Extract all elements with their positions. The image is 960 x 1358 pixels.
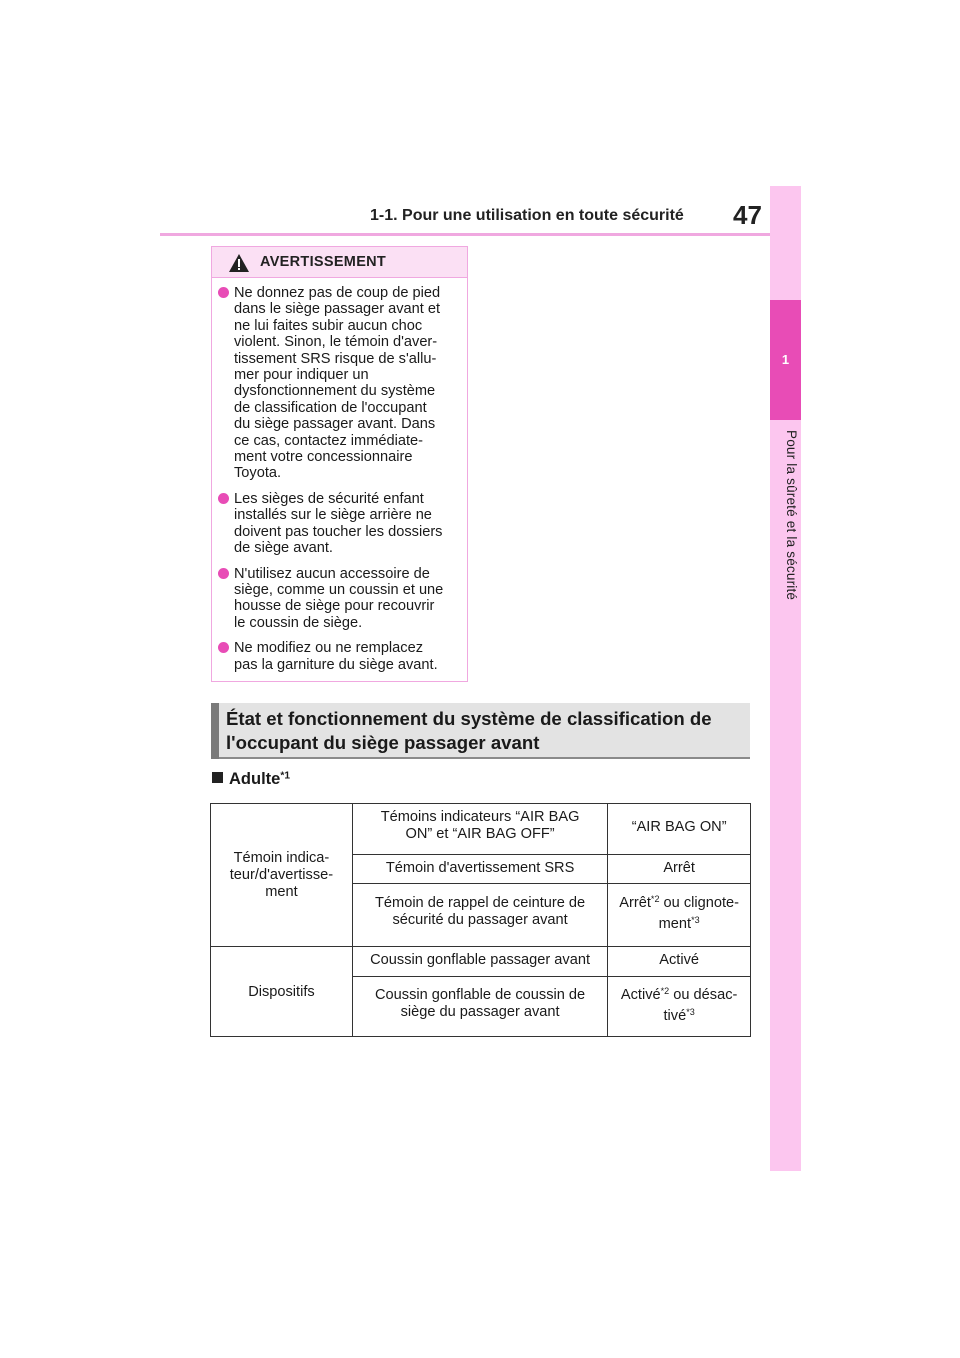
section-title: État et fonctionnement du système de classification de l'occupant du siège passager avant <box>226 708 712 753</box>
page-header-title: 1-1. Pour une utilisation en toute sécurité <box>370 207 684 224</box>
table-cell-item: Coussin gonflable passager avant <box>352 947 607 977</box>
table-cell-state: Activé$^{*2}$ ou désac- tivé$^{*3}$ <box>608 977 751 1037</box>
table-row <box>211 947 751 977</box>
page-number: 47 <box>733 200 762 230</box>
warning-box <box>211 246 468 682</box>
square-bullet-icon <box>212 772 223 783</box>
warning-item: Ne donnez pas de coup de pied dans le siège passager avant et ne lui faites subir aucun choc violent. Sinon, le témoin d'aver- tissement SRS risque de s'allu- mer pour indiquer un dysfonctionnement du système de classification de l'occupant du siège passager avant. Dans ce cas, contactez immédiate- ment votre concessionnaire Toyota. <box>218 285 461 482</box>
occupant-state-table <box>210 803 751 1037</box>
section-header <box>211 703 750 759</box>
subheading-adult: Adulte$^{*1}$ <box>212 770 290 789</box>
warning-triangle-icon <box>228 253 250 273</box>
table-cell-item: Témoin de rappel de ceinture de sécurité du passager avant <box>352 884 607 947</box>
chapter-number: 1 <box>781 352 790 367</box>
side-tab-chapter[interactable] <box>770 300 801 420</box>
chapter-label: Pour la sûreté et la sécurité <box>784 430 799 601</box>
table-cell-state: “AIR BAG ON” <box>608 804 751 855</box>
bullet-icon <box>218 642 229 653</box>
table-row <box>211 804 751 855</box>
warning-item: Ne modifiez ou ne remplacez pas la garniture du siège avant. <box>218 640 461 673</box>
table-cell-state: Arrêt$^{*2}$ ou clignote- ment$^{*3}$ <box>608 884 751 947</box>
warning-item: Les sièges de sécurité enfant installés sur le siège arrière ne doivent pas toucher les dossiers de siège avant. <box>218 491 461 557</box>
warning-header <box>212 247 467 278</box>
warning-list <box>212 285 467 673</box>
header-rule <box>160 233 770 236</box>
table-cell-item: Témoin d'avertissement SRS <box>352 855 607 884</box>
table-cell-item: Coussin gonflable de coussin de siège du passager avant <box>352 977 607 1037</box>
table-cell-state: Arrêt <box>608 855 751 884</box>
bullet-icon <box>218 493 229 504</box>
bullet-icon <box>218 287 229 298</box>
section-accent-bar <box>211 703 219 759</box>
table-cell-item: Témoins indicateurs “AIR BAG ON” et “AIR BAG OFF” <box>352 804 607 855</box>
table-cell-state: Activé <box>608 947 751 977</box>
warning-title: AVERTISSEMENT <box>260 254 387 270</box>
bullet-icon <box>218 568 229 579</box>
row-group-devices: Dispositifs <box>211 947 353 1037</box>
row-group-indicators: Témoin indica- teur/d'avertisse- ment <box>211 804 353 947</box>
warning-item: N'utilisez aucun accessoire de siège, comme un coussin et une housse de siège pour recouvrir le coussin de siège. <box>218 566 461 632</box>
